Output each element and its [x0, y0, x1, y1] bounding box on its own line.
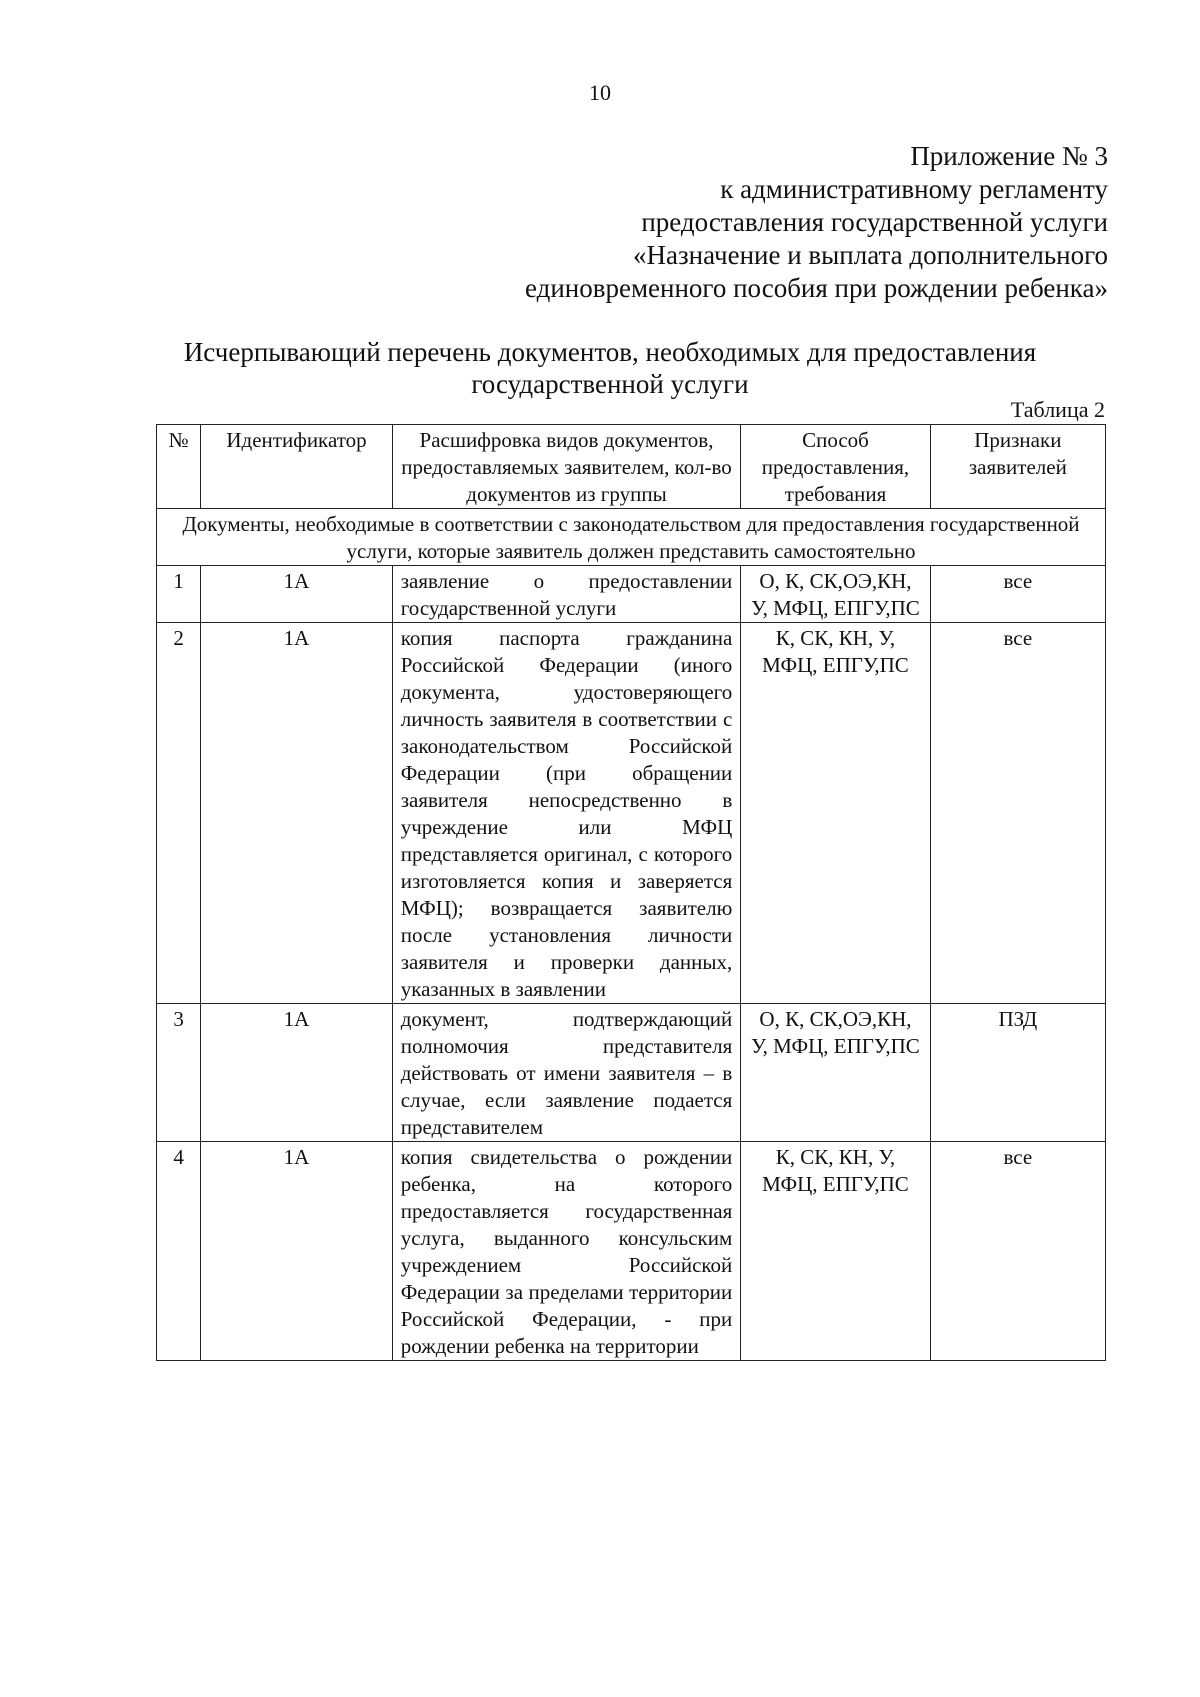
header-number: № — [157, 425, 201, 509]
table-header-row — [157, 425, 1106, 509]
appendix-line: к административному регламенту — [720, 174, 1108, 204]
document-title-line: государственной услуги — [471, 369, 749, 399]
row-identifier: 1А — [201, 566, 392, 623]
row-method: К, СК, КН, У, МФЦ, ЕПГУ,ПС — [741, 1142, 930, 1361]
row-description: документ, подтверждающий полномочия представителя действовать от имени заявителя – в случае, если заявление подается представителем — [392, 1004, 741, 1142]
row-signs: все — [930, 566, 1105, 623]
row-identifier: 1А — [201, 1004, 392, 1142]
row-identifier: 1А — [201, 1142, 392, 1361]
documents-table — [156, 424, 1106, 1361]
row-signs: ПЗД — [930, 1004, 1105, 1142]
header-method: Способ предоставления, требования — [741, 425, 930, 509]
table-row — [157, 566, 1106, 623]
row-description: заявление о предоставлении государственной услуги — [392, 566, 741, 623]
header-signs: Признаки заявителей — [930, 425, 1105, 509]
section-row — [157, 509, 1106, 566]
row-method: О, К, СК,ОЭ,КН, У, МФЦ, ЕПГУ,ПС — [741, 1004, 930, 1142]
row-method: К, СК, КН, У, МФЦ, ЕПГУ,ПС — [741, 623, 930, 1004]
appendix-header — [388, 140, 1108, 305]
appendix-line: Приложение № 3 — [910, 141, 1108, 171]
table-label: Таблица 2 — [1010, 397, 1105, 422]
table-row — [157, 623, 1106, 1004]
table-row — [157, 1142, 1106, 1361]
row-identifier: 1А — [201, 623, 392, 1004]
section-heading: Документы, необходимые в соответствии с законодательством для предоставления государственной услуги, которые заявитель должен представить самостоятельно — [157, 509, 1106, 566]
page-number: 10 — [589, 80, 611, 105]
row-number: 1 — [157, 566, 201, 623]
row-signs: все — [930, 623, 1105, 1004]
row-number: 2 — [157, 623, 201, 1004]
table-row — [157, 1004, 1106, 1142]
document-title — [150, 336, 1070, 400]
row-signs: все — [930, 1142, 1105, 1361]
document-title-line: Исчерпывающий перечень документов, необходимых для предоставления — [183, 337, 1037, 367]
row-description: копия паспорта гражданина Российской Федерации (иного документа, удостоверяющего личность заявителя в соответствии с законодательством Российской Федерации (при обращении заявителя непосредственно в учреждение или МФЦ представляется оригинал, с которого изготовляется копия и заверяется МФЦ); возвращается заявителю после установления личности заявителя и проверки данных, указанных в заявлении — [392, 623, 741, 1004]
row-number: 4 — [157, 1142, 201, 1361]
row-method: О, К, СК,ОЭ,КН, У, МФЦ, ЕПГУ,ПС — [741, 566, 930, 623]
appendix-line: единовременного пособия при рождении ребенка» — [524, 273, 1108, 303]
row-description: копия свидетельства о рождении ребенка, на которого предоставляется государственная услуга, выданного консульским учреждением Российской Федерации за пределами территории Российской Федерации, - при рождении ребенка на территории — [392, 1142, 741, 1361]
header-description: Расшифровка видов документов, предоставляемых заявителем, кол-во документов из группы — [392, 425, 741, 509]
appendix-line: «Назначение и выплата дополнительного — [633, 240, 1108, 270]
header-identifier: Идентификатор — [201, 425, 392, 509]
row-number: 3 — [157, 1004, 201, 1142]
appendix-line: предоставления государственной услуги — [641, 207, 1108, 237]
